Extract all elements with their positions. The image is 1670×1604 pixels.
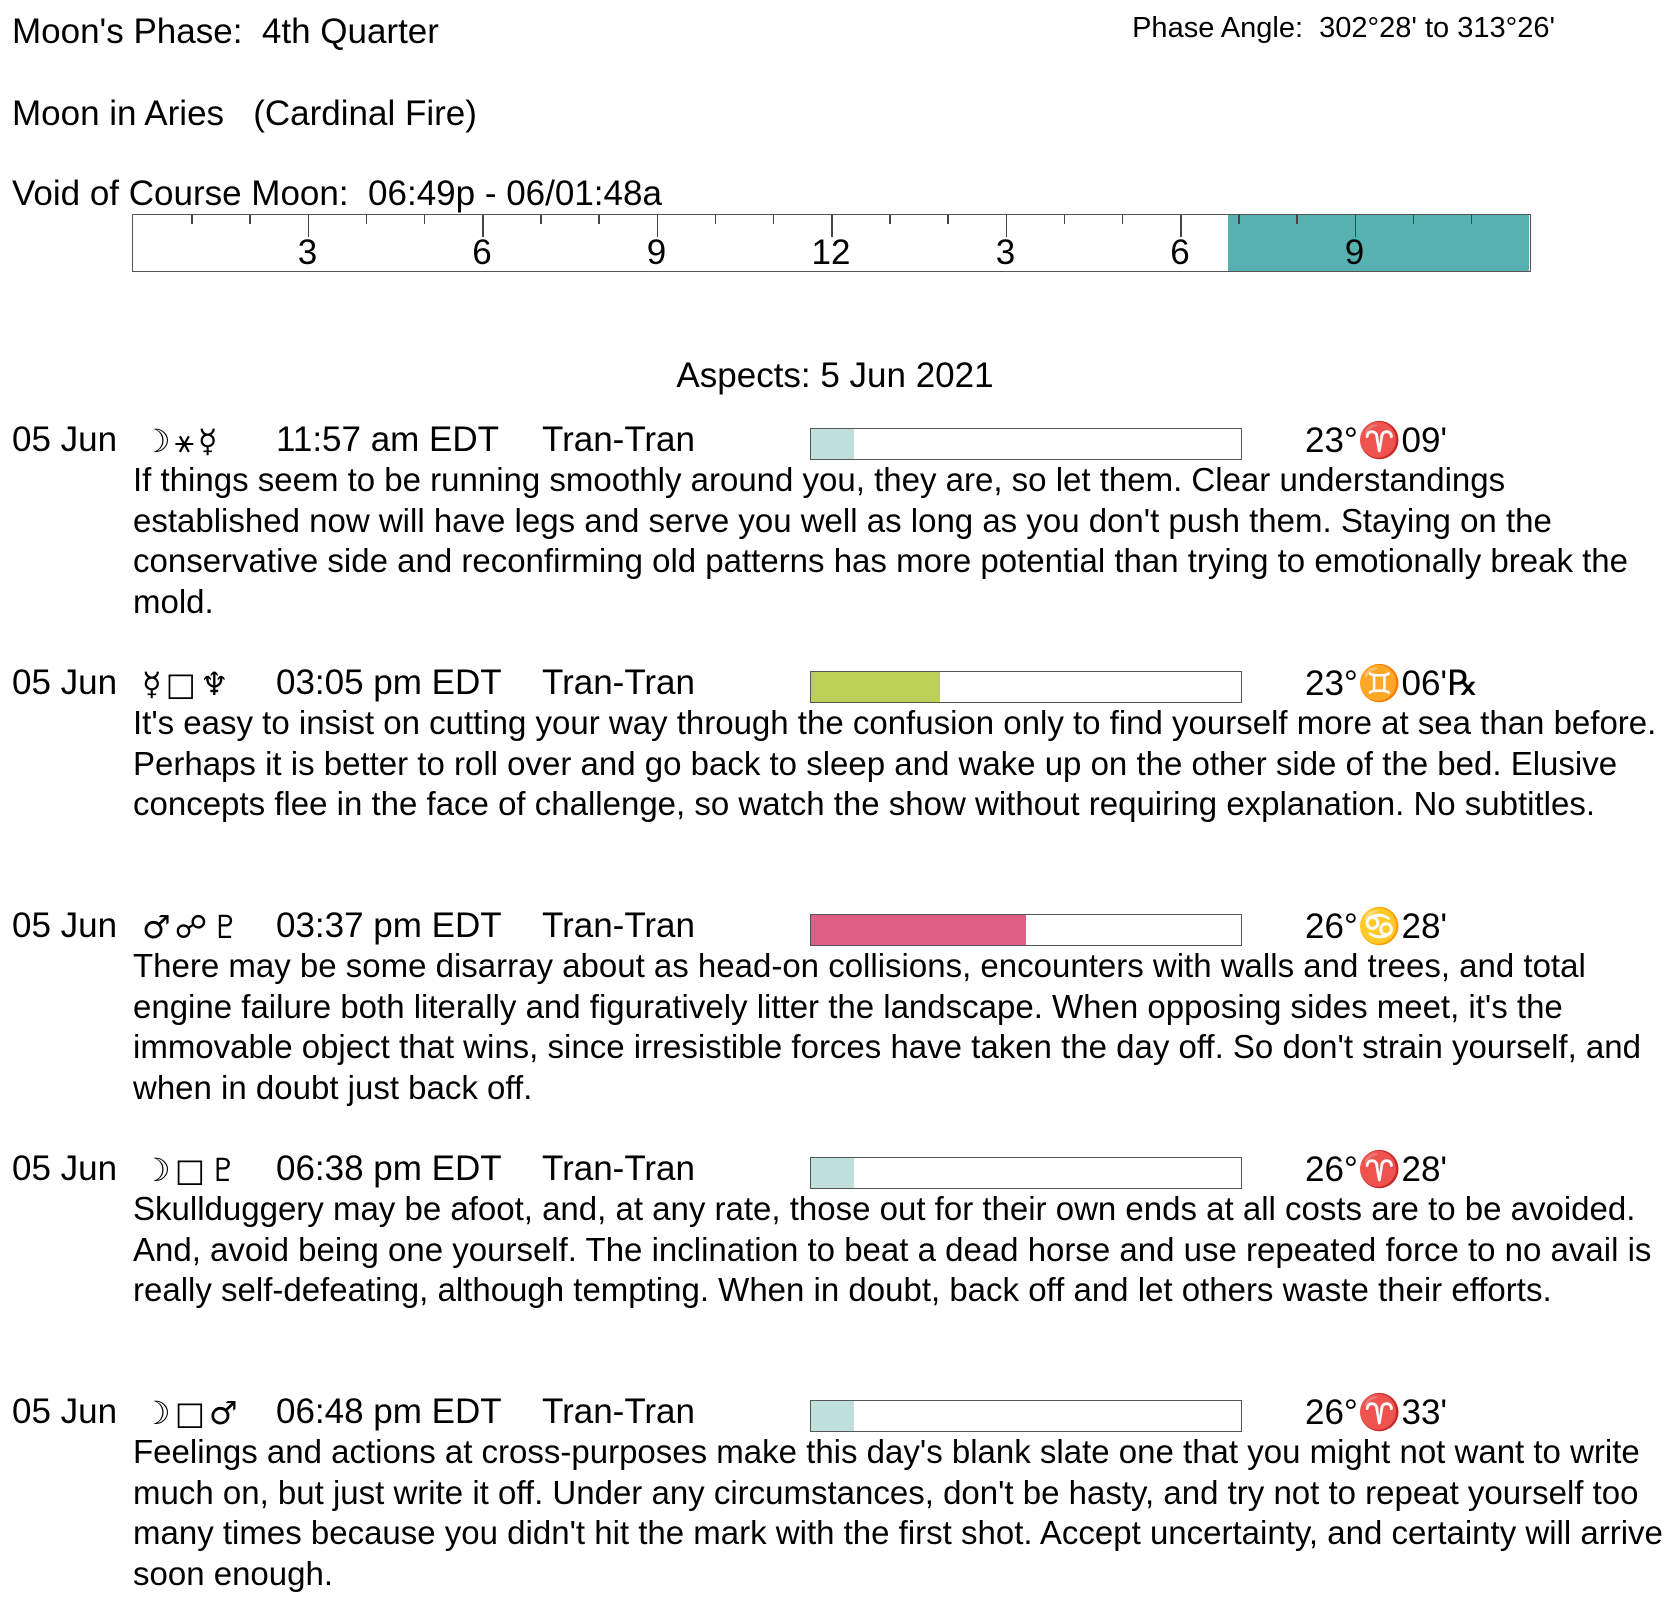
timeline-tick <box>947 215 949 224</box>
void-of-course-timeline <box>132 214 1531 272</box>
aspect-strength-fill <box>811 429 854 459</box>
aspect-type: Tran-Tran <box>542 420 695 459</box>
aspect-type: Tran-Tran <box>542 1392 695 1431</box>
timeline-tick <box>366 215 368 224</box>
timeline-tick <box>1296 215 1298 224</box>
timeline-tick <box>540 215 542 224</box>
timeline-hour-label: 6 <box>472 233 492 272</box>
moon-sign-quality: (Cardinal Fire) <box>253 94 477 133</box>
moon-sign-label: Moon in Aries <box>12 94 225 133</box>
aspect-type: Tran-Tran <box>542 663 695 702</box>
timeline-tick <box>598 215 600 224</box>
aspect-entry <box>12 906 1662 1108</box>
timeline-tick <box>889 215 891 224</box>
aspect-entry <box>12 1149 1662 1311</box>
aspect-strength-fill <box>811 915 1026 945</box>
aspect-strength-fill <box>811 1401 854 1431</box>
aspect-entry <box>12 420 1662 622</box>
aspect-entry <box>12 663 1662 825</box>
aspect-strength-bar <box>810 1400 1242 1432</box>
moon-phase-value: 4th Quarter <box>261 12 439 51</box>
aspect-strength-fill <box>811 672 940 702</box>
moon-phase-line <box>12 12 439 52</box>
timeline-hour-label: 9 <box>1344 233 1365 272</box>
timeline-hour-label: 9 <box>646 233 667 272</box>
timeline-tick <box>773 215 775 224</box>
aspect-description: It's easy to insist on cutting your way through the confusion only to find yourself more at sea than before. Perhaps it is better to roll over and go back to sleep and wake up on the other side of the bed. Elusive concepts flee in the face of challenge, so watch the show without requiring explanation. No subtitles. <box>133 704 1657 822</box>
aspect-header <box>12 420 1662 462</box>
aspect-strength-bar <box>810 428 1242 460</box>
aspects-title: Aspects: 5 Jun 2021 <box>676 356 994 395</box>
aspect-description: There may be some disarray about as head-on collisions, encounters with walls and trees, and total engine failure both literally and figuratively litter the landscape. When opposing sides meet, it's the immovable object that wins, since irresistible forces have taken the day off. So don't strain yourself, and when in doubt just back off. <box>133 947 1641 1106</box>
aspect-strength-bar <box>810 1157 1242 1189</box>
aspect-description: If things seem to be running smoothly around you, they are, so let them. Clear understandings established now will have legs and serve you well as long as you don't push them. Staying on the conservative side and reconfirming old patterns has more potential than trying to emotionally break the mold. <box>133 461 1628 620</box>
void-of-course-line <box>12 174 662 214</box>
aspect-description: Feelings and actions at cross-purposes make this day's blank slate one that you might not want to write much on, but just write it off. Under any circumstances, don't be hasty, and try not to repeat yourself too many times because you didn't hit the mark with the first shot. Accept uncertainty, and certainty will arrive soon enough. <box>133 1433 1663 1592</box>
aspect-header <box>12 906 1662 948</box>
aspect-header <box>12 663 1662 705</box>
timeline-hour-label: 3 <box>995 233 1016 272</box>
aspect-description: Skullduggery may be afoot, and, at any rate, those out for their own ends at all costs are to be avoided. And, avoid being one yourself. The inclination to beat a dead horse and use repeated force to no avail is really self-defeating, although tempting. When in doubt, back off and let others waste their efforts. <box>133 1190 1652 1308</box>
timeline-hour-label: 12 <box>811 233 851 272</box>
aspect-date: 05 Jun <box>12 906 118 945</box>
aspect-header <box>12 1392 1662 1434</box>
timeline-tick <box>1064 215 1066 224</box>
timeline-hour-label: 6 <box>1170 233 1190 272</box>
void-of-course-value: 06:49p - 06/01:48a <box>368 174 662 213</box>
aspect-position: 23°♊06'℞ <box>1305 664 1479 703</box>
aspect-date: 05 Jun <box>12 420 118 459</box>
aspect-glyphs: ☽⚹☿ <box>142 422 222 460</box>
aspect-date: 05 Jun <box>12 1149 118 1188</box>
aspect-date: 05 Jun <box>12 1392 118 1431</box>
aspect-type: Tran-Tran <box>542 906 695 945</box>
aspect-time: 11:57 am EDT <box>276 420 500 459</box>
timeline-tick <box>1413 215 1415 224</box>
moon-phase-label: Moon's Phase: <box>12 12 243 51</box>
timeline-tick <box>715 215 717 224</box>
phase-angle-value: 302°28' to 313°26' <box>1319 12 1555 44</box>
aspect-time: 03:37 pm EDT <box>276 906 502 945</box>
timeline-tick <box>1122 215 1124 224</box>
phase-angle-label: Phase Angle: <box>1132 12 1304 44</box>
timeline-tick <box>191 215 193 224</box>
aspect-header <box>12 1149 1662 1191</box>
aspect-date: 05 Jun <box>12 663 118 702</box>
aspect-type: Tran-Tran <box>542 1149 695 1188</box>
aspect-position: 26°♈28' <box>1305 1150 1448 1189</box>
moon-sign-line <box>12 94 477 134</box>
void-of-course-label: Void of Course Moon: <box>12 174 349 213</box>
aspect-position: 26°♈33' <box>1305 1393 1448 1432</box>
aspect-time: 06:38 pm EDT <box>276 1149 502 1188</box>
timeline-tick <box>1238 215 1240 224</box>
aspect-position: 23°♈09' <box>1305 421 1448 460</box>
aspect-glyphs: ☽□♂ <box>142 1394 242 1432</box>
timeline-tick <box>249 215 251 224</box>
aspect-position: 26°♋28' <box>1305 907 1448 946</box>
timeline-tick <box>424 215 426 224</box>
aspect-glyphs: ☽□♇ <box>142 1151 242 1189</box>
timeline-tick <box>1471 215 1473 224</box>
aspect-time: 06:48 pm EDT <box>276 1392 502 1431</box>
aspect-time: 03:05 pm EDT <box>276 663 502 702</box>
void-of-course-fill <box>1228 215 1529 271</box>
aspect-entry <box>12 1392 1662 1594</box>
aspect-strength-fill <box>811 1158 854 1188</box>
aspect-strength-bar <box>810 671 1242 703</box>
timeline-hour-label: 3 <box>297 233 318 272</box>
phase-angle <box>1132 12 1555 45</box>
aspect-glyphs: ♂☍♇ <box>142 908 244 946</box>
aspect-strength-bar <box>810 914 1242 946</box>
aspect-glyphs: ☿□♆ <box>142 665 233 703</box>
